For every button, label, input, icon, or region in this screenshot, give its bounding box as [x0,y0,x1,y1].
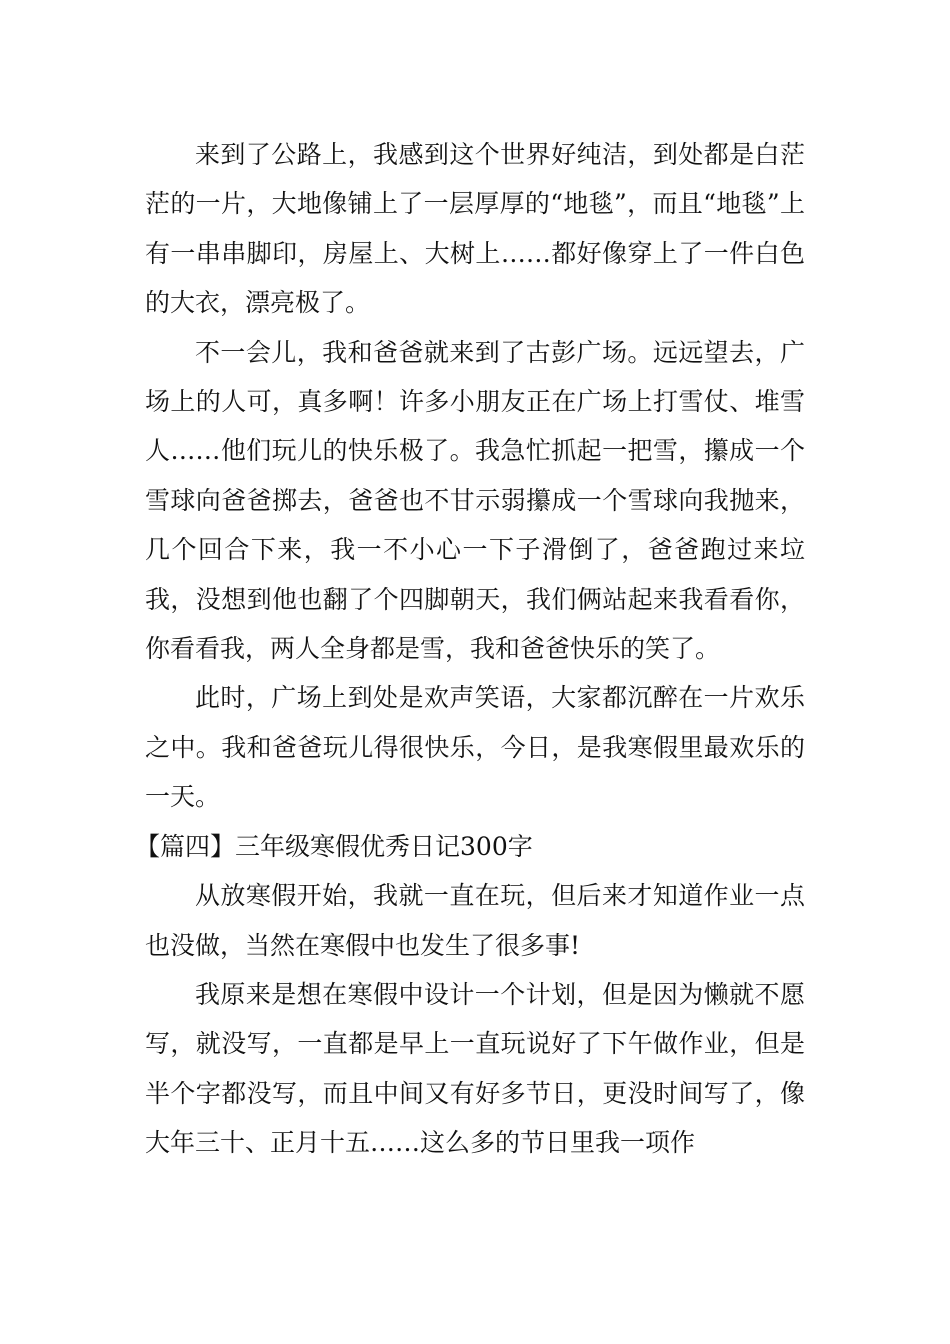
document-body [135,130,805,1168]
paragraph-square-snowball: 不一会儿，我和爸爸就来到了古彭广场。远远望去，广场上的人可，真多啊！许多小朋友正在广场上打雪仗、堆雪人……他们玩儿的快乐极了。我急忙抓起一把雪，攥成一个雪球向爸爸掷去，爸爸也不甘示弱攥成一个雪球向我抛来，几个回合下来，我一不小心一下子滑倒了，爸爸跑过来垃我，没想到他也翻了个四脚朝天，我们俩站起来我看看你，你看看我，两人全身都是雪，我和爸爸快乐的笑了。 [145,337,805,664]
paragraph-snow-road: 来到了公路上，我感到这个世界好纯洁，到处都是白茫茫的一片，大地像铺上了一层厚厚的“地毯”，而且“地毯”上有一串串脚印，房屋上、大树上……都好像穿上了一件白色的大衣，漂亮极了。 [145,140,805,318]
paragraph-joy: 此时，广场上到处是欢声笑语，大家都沉醉在一片欢乐之中。我和爸爸玩儿得很快乐，今日，是我寒假里最欢乐的一天。 [145,683,805,812]
paragraph-winter-break-start: 从放寒假开始，我就一直在玩，但后来才知道作业一点也没做，当然在寒假中也发生了很多事! [145,881,805,960]
paragraph-plan: 我原来是想在寒假中设计一个计划，但是因为懒就不愿写，就没写，一直都是早上一直玩说好了下午做作业，但是半个字都没写，而且中间又有好多节日，更没时间写了，像大年三十、正月十五……这么多的节日里我一项作 [145,979,805,1158]
section-heading: 【篇四】三年级寒假优秀日记300字 [135,831,533,861]
